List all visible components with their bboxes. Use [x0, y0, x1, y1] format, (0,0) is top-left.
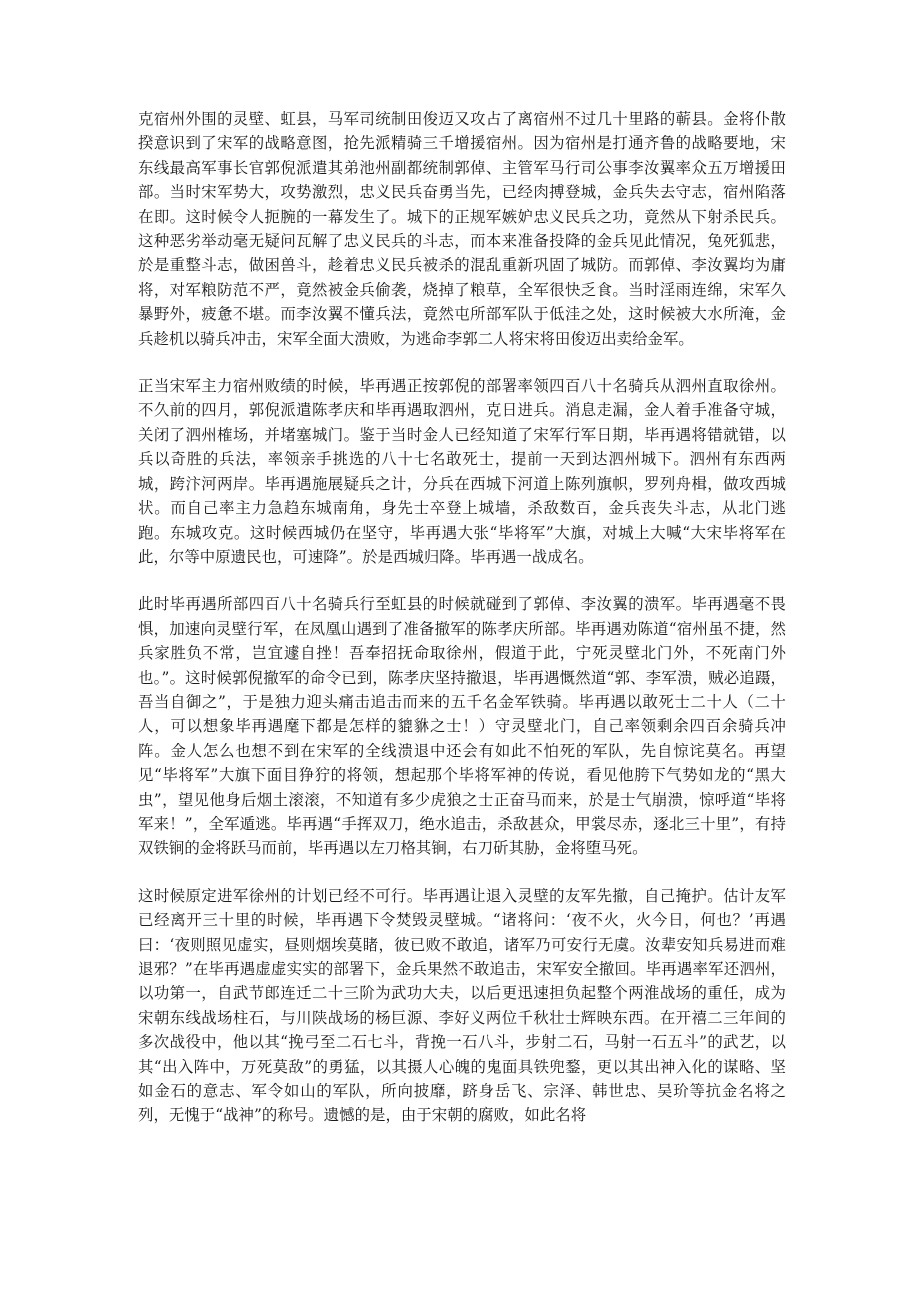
document-body — [138, 107, 786, 1151]
paragraph-1: 克宿州外围的灵壁、虹县，马军司统制田俊迈又攻占了离宿州不过几十里路的蕲县。金将仆散揆意识到了宋军的战略意图，抢先派精骑三千增援宿州。因为宿州是打通齐鲁的战略要地，宋东线最高军事长官郭倪派遣其弟池州副都统制郭倬、主管军马行司公事李汝翼率众五万增援田部。当时宋军势大，攻势激烈，忠义民兵奋勇当先，已经肉搏登城，金兵失去守志，宿州陷落在即。这时候令人扼腕的一幕发生了。城下的正规军嫉妒忠义民兵之功，竟然从下射杀民兵。这种恶劣举动毫无疑问瓦解了忠义民兵的斗志，而本来准备投降的金兵见此情况，兔死狐悲，於是重整斗志，做困兽斗，趁着忠义民兵被杀的混乱重新巩固了城防。而郭倬、李汝翼均为庸将，对军粮防范不严，竟然被金兵偷袭，烧掉了粮草，全军很快乏食。当时淫雨连绵，宋军久暴野外，疲惫不堪。而李汝翼不懂兵法，竟然屯所部军队于低洼之处，这时候被大水所淹，金兵趁机以骑兵冲击，宋军全面大溃败，为逃命李郭二人将宋将田俊迈出卖给金军。 — [138, 110, 786, 348]
paragraph-3: 此时毕再遇所部四百八十名骑兵行至虹县的时候就碰到了郭倬、李汝翼的溃军。毕再遇毫不畏惧，加速向灵壁行军，在凤凰山遇到了准备撤军的陈孝庆所部。毕再遇劝陈道“宿州虽不捷，然兵家胜负不常，岂宜遽自挫！吾奉招抚命取徐州，假道于此，宁死灵壁北门外，不死南门外也。”。这时候郭倪撤军的命令已到，陈孝庆坚持撤退，毕再遇慨然道“郭、李军溃，贼必追蹑，吾当自御之”，于是独力迎头痛击追击而来的五千名金军铁骑。毕再遇以敢死士二十人（二十人，可以想象毕再遇麾下都是怎样的貔貅之士！）守灵壁北门，自己率领剩余四百余骑兵冲阵。金人怎么也想不到在宋军的全线溃退中还会有如此不怕死的军队，先自惊诧莫名。再望见“毕将军”大旗下面目狰狞的将领，想起那个毕将军神的传说，看见他胯下气势如龙的“黑大虫”，望见他身后烟土滚滚，不知道有多少虎狼之士正奋马而来，於是士气崩溃，惊呼道“毕将军来！”，全军遁逃。毕再遇“手挥双刀，绝水追击，杀敌甚众，甲裳尽赤，逐北三十里”，有持双铁锏的金将跃马而前，毕再遇以左刀格其锏，右刀斫其胁，金将堕马死。 — [138, 595, 786, 858]
paragraph-2: 正当宋军主力宿州败绩的时候，毕再遇正按郭倪的部署率领四百八十名骑兵从泗州直取徐州。不久前的四月，郭倪派遣陈孝庆和毕再遇取泗州，克日进兵。消息走漏，金人着手准备守城，关闭了泗州榷场，并堵塞城门。鉴于当时金人已经知道了宋军行军日期，毕再遇将错就错，以兵以奇胜的兵法，率领亲手挑选的八十七名敢死士，提前一天到达泗州城下。泗州有东西两城，跨汴河两岸。毕再遇施展疑兵之计，分兵在西城下河道上陈列旗帜，罗列舟楫，做攻西城状。而自己率主力急趋东城南角，身先士卒登上城墙，杀敌数百，金兵丧失斗志，从北门逃跑。东城攻克。这时候西城仍在坚守，毕再遇大张“毕将军”大旗，对城上大喊“大宋毕将军在此，尔等中原遗民也，可速降”。於是西城归降。毕再遇一战成名。 — [138, 377, 786, 566]
paragraph-4: 这时候原定进军徐州的计划已经不可行。毕再遇让退入灵壁的友军先撤，自己掩护。估计友军已经离开三十里的时候，毕再遇下令焚毁灵壁城。“诸将问：‘夜不火，火今日，何也？’再遇曰：‘夜则照见虚实，昼则烟埃莫睹，彼已败不敢追，诸军乃可安行无虞。汝辈安知兵易进而难退邪？”在毕再遇虚虚实实的部署下，金兵果然不敢追击，宋军安全撤回。毕再遇率军还泗州，以功第一，自武节郎连迁二十三阶为武功大夫，以后更迅速担负起整个两淮战场的重任，成为宋朝东线战场柱石，与川陕战场的杨巨源、李好义两位千秋壮士辉映东西。在开禧二三年间的多次战役中，他以其“挽弓至二石七斗，背挽一石八斗，步射二石，马射一石五斗”的武艺，以其“出入阵中，万死莫敌”的勇猛，以其摄人心魄的鬼面具铁兜鍪，更以其出神入化的谋略、坚如金石的意志、军令如山的军队，所向披靡，跻身岳飞、宗泽、韩世忠、吴玠等抗金名将之列，无愧于“战神”的称号。遗憾的是，由于宋朝的腐败，如此名将 — [138, 886, 786, 1125]
